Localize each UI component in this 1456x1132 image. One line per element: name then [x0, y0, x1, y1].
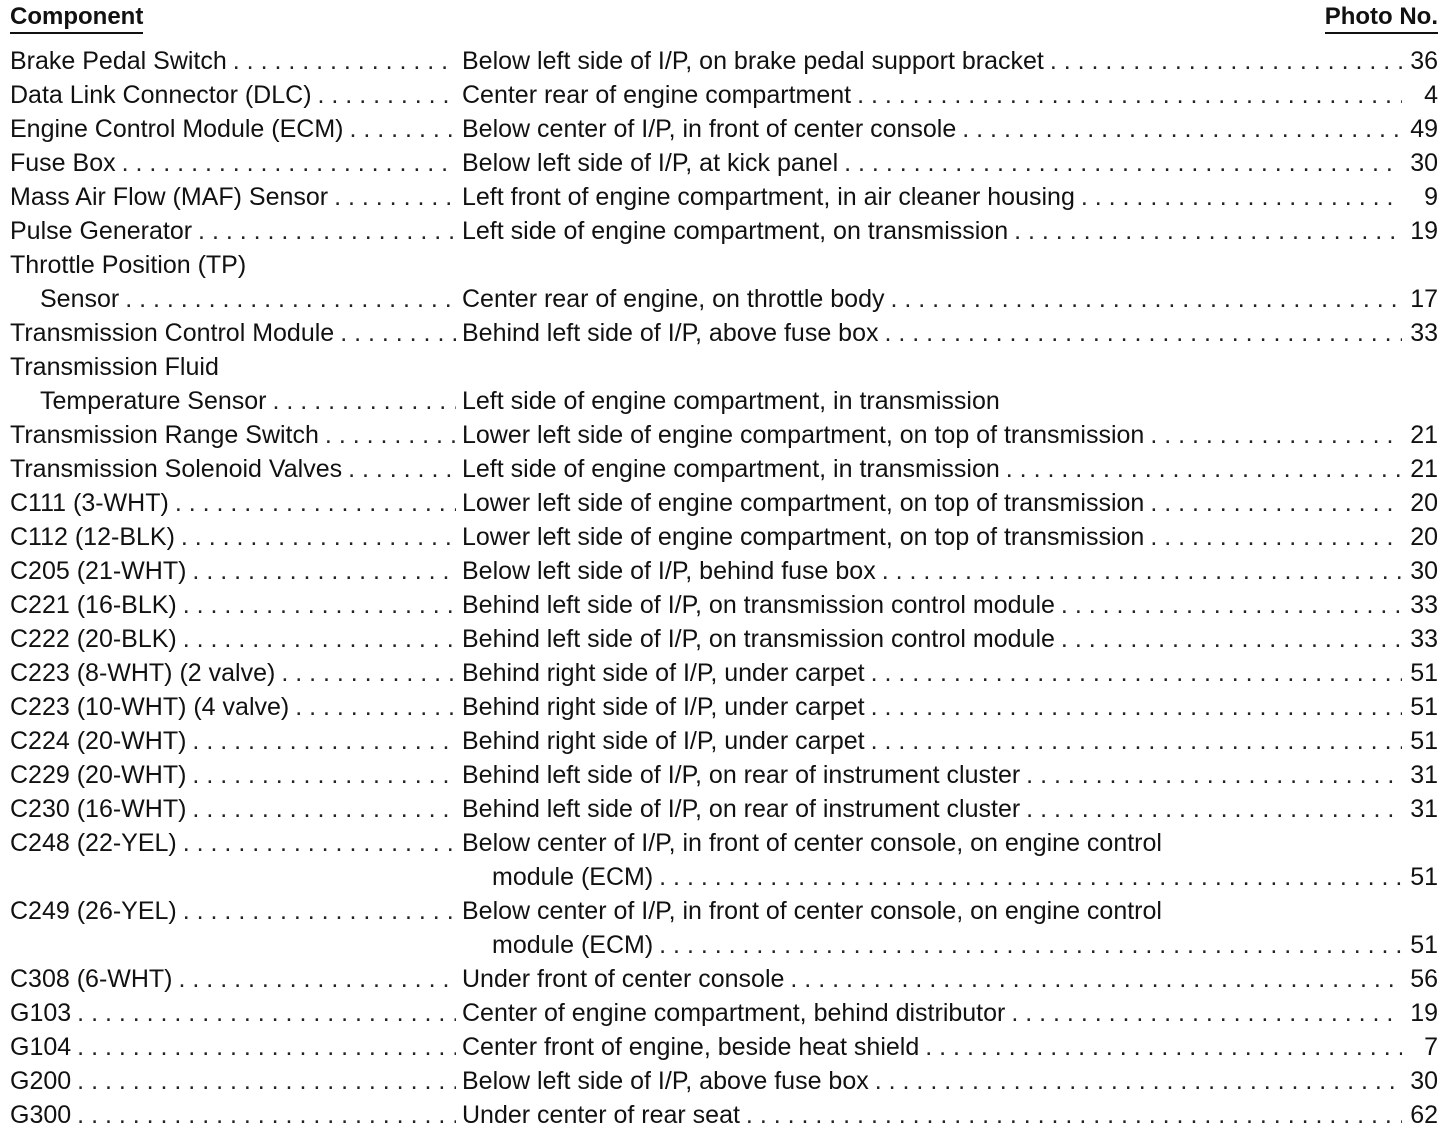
- location-text: Behind right side of I/P, under carpet: [462, 727, 865, 755]
- table-row-line: [10, 1064, 1438, 1098]
- location-text: Lower left side of engine compartment, on top of transmission: [462, 489, 1145, 517]
- component-cell: [10, 384, 462, 418]
- table-row-line: [10, 44, 1438, 78]
- table-row-line: [10, 962, 1438, 996]
- dot-leader: [1150, 486, 1402, 520]
- dot-leader: [844, 146, 1402, 180]
- table-row-line: [10, 452, 1438, 486]
- component-cell: [10, 350, 462, 384]
- component-name: Transmission Control Module: [10, 319, 335, 347]
- table-row-line: [10, 690, 1438, 724]
- dot-leader: [857, 78, 1402, 112]
- photo-number: 51: [1410, 693, 1438, 721]
- location-text: Below left side of I/P, above fuse box: [462, 1067, 869, 1095]
- dot-leader: [192, 792, 456, 826]
- table-row-line: [10, 996, 1438, 1030]
- component-name: C223 (10-WHT) (4 valve): [10, 693, 290, 721]
- photo-number: 51: [1410, 659, 1438, 687]
- dot-leader: [1061, 622, 1402, 656]
- dot-leader: [1050, 44, 1402, 78]
- location-text: Under front of center console: [462, 965, 785, 993]
- location-cell: [462, 384, 1438, 418]
- component-cell: [10, 146, 462, 180]
- photo-number: 33: [1410, 591, 1438, 619]
- dot-leader: [318, 78, 456, 112]
- component-location-table: [10, 44, 1438, 1132]
- location-text: Behind left side of I/P, on rear of instrument cluster: [462, 795, 1021, 823]
- location-text: Center front of engine, beside heat shield: [462, 1033, 920, 1061]
- table-row: [10, 248, 1438, 316]
- dot-leader: [1150, 418, 1402, 452]
- dot-leader: [77, 1064, 456, 1098]
- photo-number: 21: [1410, 421, 1438, 449]
- location-cell: [462, 214, 1438, 248]
- component-column-header: Component: [10, 2, 143, 34]
- location-text: Below left side of I/P, at kick panel: [462, 149, 839, 177]
- location-cell: [462, 724, 1438, 758]
- table-row: [10, 962, 1438, 996]
- component-name: C223 (8-WHT) (2 valve): [10, 659, 276, 687]
- location-cell: [462, 486, 1438, 520]
- location-cell: [462, 146, 1438, 180]
- table-row: [10, 520, 1438, 554]
- table-row: [10, 350, 1438, 418]
- component-cell: [10, 180, 462, 214]
- location-text: Center of engine compartment, behind distributor: [462, 999, 1006, 1027]
- photo-number: 30: [1410, 1067, 1438, 1095]
- component-cell: [10, 622, 462, 656]
- dot-leader: [334, 180, 456, 214]
- dot-leader: [875, 1064, 1402, 1098]
- photo-number: 33: [1410, 625, 1438, 653]
- location-cell: [462, 1030, 1438, 1064]
- location-text: Below left side of I/P, behind fuse box: [462, 557, 876, 585]
- dot-leader: [871, 690, 1402, 724]
- location-text: Under center of rear seat: [462, 1101, 740, 1129]
- location-cell: [462, 418, 1438, 452]
- component-cell: [10, 724, 462, 758]
- dot-leader: [183, 622, 456, 656]
- component-name: C249 (26-YEL): [10, 897, 177, 925]
- table-row: [10, 180, 1438, 214]
- location-text: Below center of I/P, in front of center console, on engine control: [462, 897, 1162, 925]
- photo-number: 9: [1424, 183, 1438, 211]
- location-text: Center rear of engine compartment: [462, 81, 852, 109]
- table-row-line: [10, 486, 1438, 520]
- table-row-line: [10, 860, 1438, 894]
- table-row: [10, 486, 1438, 520]
- component-name: Transmission Range Switch: [10, 421, 319, 449]
- component-name: C111 (3-WHT): [10, 489, 169, 517]
- table-row: [10, 1030, 1438, 1064]
- location-cell: [462, 860, 1438, 894]
- photo-number: 49: [1410, 115, 1438, 143]
- photo-number: 20: [1410, 489, 1438, 517]
- table-row-line: [10, 1098, 1438, 1132]
- component-name: Temperature Sensor: [40, 387, 267, 415]
- table-row-line: [10, 520, 1438, 554]
- dot-leader: [183, 826, 456, 860]
- component-name: C112 (12-BLK): [10, 523, 175, 551]
- table-row-line: [10, 146, 1438, 180]
- component-cell: [10, 78, 462, 112]
- dot-leader: [179, 962, 456, 996]
- location-cell: [462, 452, 1438, 486]
- location-cell: [462, 520, 1438, 554]
- table-row: [10, 146, 1438, 180]
- photo-number: 20: [1410, 523, 1438, 551]
- photo-number: 30: [1410, 557, 1438, 585]
- component-cell: [10, 282, 462, 316]
- component-name: Fuse Box: [10, 149, 116, 177]
- table-row-line: [10, 282, 1438, 316]
- table-row-line: [10, 928, 1438, 962]
- dot-leader: [746, 1098, 1402, 1132]
- photo-number: 33: [1410, 319, 1438, 347]
- table-row-line: [10, 112, 1438, 146]
- dot-leader: [1081, 180, 1402, 214]
- photo-number: 51: [1410, 931, 1438, 959]
- component-name: C221 (16-BLK): [10, 591, 177, 619]
- table-row-line: [10, 792, 1438, 826]
- table-row: [10, 690, 1438, 724]
- location-cell: [462, 656, 1438, 690]
- location-text: Behind left side of I/P, on transmission control module: [462, 591, 1055, 619]
- table-row: [10, 894, 1438, 962]
- table-row-line: [10, 248, 1438, 282]
- table-row: [10, 758, 1438, 792]
- dot-leader: [192, 554, 456, 588]
- dot-leader: [1061, 588, 1402, 622]
- table-row-line: [10, 894, 1438, 928]
- dot-leader: [175, 486, 456, 520]
- photo-number: 62: [1410, 1101, 1438, 1129]
- component-cell: [10, 1064, 462, 1098]
- dot-leader: [340, 316, 456, 350]
- table-row-line: [10, 180, 1438, 214]
- table-row: [10, 316, 1438, 350]
- table-row: [10, 1064, 1438, 1098]
- dot-leader: [871, 656, 1402, 690]
- photo-number: 7: [1424, 1033, 1438, 1061]
- table-row-line: [10, 214, 1438, 248]
- component-cell: [10, 962, 462, 996]
- component-name: Brake Pedal Switch: [10, 47, 227, 75]
- location-cell: [462, 588, 1438, 622]
- table-row-line: [10, 826, 1438, 860]
- photo-number-column-header: Photo No.: [1325, 2, 1438, 34]
- component-name: C222 (20-BLK): [10, 625, 177, 653]
- dot-leader: [885, 316, 1403, 350]
- table-row-line: [10, 78, 1438, 112]
- table-row: [10, 418, 1438, 452]
- location-text: Lower left side of engine compartment, on top of transmission: [462, 523, 1145, 551]
- component-name: C230 (16-WHT): [10, 795, 187, 823]
- component-name: Transmission Solenoid Valves: [10, 455, 343, 483]
- dot-leader: [349, 112, 456, 146]
- table-row: [10, 214, 1438, 248]
- table-row: [10, 1098, 1438, 1132]
- location-text: Behind right side of I/P, under carpet: [462, 693, 865, 721]
- location-cell: [462, 792, 1438, 826]
- location-cell: [462, 554, 1438, 588]
- table-row-line: [10, 1030, 1438, 1064]
- dot-leader: [125, 282, 456, 316]
- component-cell: [10, 112, 462, 146]
- location-cell: [462, 316, 1438, 350]
- photo-number: 17: [1410, 285, 1438, 313]
- location-cell: [462, 112, 1438, 146]
- table-row-line: [10, 758, 1438, 792]
- component-name: Pulse Generator: [10, 217, 193, 245]
- table-row-line: [10, 724, 1438, 758]
- table-row: [10, 554, 1438, 588]
- component-cell: [10, 758, 462, 792]
- location-cell: [462, 826, 1438, 860]
- table-row: [10, 724, 1438, 758]
- location-text: module (ECM): [492, 863, 654, 891]
- location-cell: [462, 78, 1438, 112]
- dot-leader: [1026, 792, 1402, 826]
- dot-leader: [183, 588, 456, 622]
- location-cell: [462, 44, 1438, 78]
- table-row-line: [10, 622, 1438, 656]
- dot-leader: [77, 996, 456, 1030]
- location-cell: [462, 928, 1438, 962]
- dot-leader: [233, 44, 456, 78]
- component-name: Data Link Connector (DLC): [10, 81, 312, 109]
- location-cell: [462, 1098, 1438, 1132]
- location-text: Below left side of I/P, on brake pedal support bracket: [462, 47, 1044, 75]
- dot-leader: [659, 860, 1402, 894]
- component-name: G200: [10, 1067, 72, 1095]
- photo-number: 31: [1410, 795, 1438, 823]
- dot-leader: [198, 214, 456, 248]
- dot-leader: [790, 962, 1402, 996]
- table-row: [10, 792, 1438, 826]
- table-row: [10, 588, 1438, 622]
- table-row: [10, 78, 1438, 112]
- component-name: G104: [10, 1033, 72, 1061]
- dot-leader: [77, 1098, 456, 1132]
- location-text: Below center of I/P, in front of center console, on engine control: [462, 829, 1162, 857]
- location-cell: [462, 622, 1438, 656]
- location-text: Left side of engine compartment, on transmission: [462, 217, 1009, 245]
- location-text: Behind left side of I/P, on transmission control module: [462, 625, 1055, 653]
- dot-leader: [295, 690, 456, 724]
- component-cell: [10, 1098, 462, 1132]
- table-row-line: [10, 350, 1438, 384]
- component-cell: [10, 656, 462, 690]
- dot-leader: [122, 146, 456, 180]
- table-row-line: [10, 316, 1438, 350]
- component-name: Throttle Position (TP): [10, 251, 247, 279]
- component-cell: [10, 418, 462, 452]
- component-cell: [10, 996, 462, 1030]
- dot-leader: [1150, 520, 1402, 554]
- dot-leader: [181, 520, 456, 554]
- component-name: G300: [10, 1101, 72, 1129]
- component-cell: [10, 316, 462, 350]
- table-row: [10, 112, 1438, 146]
- dot-leader: [962, 112, 1402, 146]
- location-text: Lower left side of engine compartment, on top of transmission: [462, 421, 1145, 449]
- location-cell: [462, 894, 1438, 928]
- location-text: Center rear of engine, on throttle body: [462, 285, 885, 313]
- component-name: Engine Control Module (ECM): [10, 115, 344, 143]
- location-text: Left front of engine compartment, in air cleaner housing: [462, 183, 1075, 211]
- component-cell: [10, 214, 462, 248]
- component-cell: [10, 1030, 462, 1064]
- component-cell: [10, 520, 462, 554]
- photo-number: 56: [1410, 965, 1438, 993]
- dot-leader: [891, 282, 1403, 316]
- dot-leader: [1026, 758, 1402, 792]
- component-name: G103: [10, 999, 72, 1027]
- location-cell: [462, 962, 1438, 996]
- component-cell: [10, 452, 462, 486]
- dot-leader: [871, 724, 1402, 758]
- component-cell: [10, 588, 462, 622]
- location-cell: [462, 1064, 1438, 1098]
- location-cell: [462, 690, 1438, 724]
- location-text: Left side of engine compartment, in transmission: [462, 387, 1000, 415]
- table-row: [10, 996, 1438, 1030]
- location-cell: [462, 180, 1438, 214]
- component-name: Transmission Fluid: [10, 353, 219, 381]
- location-text: Behind left side of I/P, above fuse box: [462, 319, 879, 347]
- location-cell: [462, 996, 1438, 1030]
- component-name: C248 (22-YEL): [10, 829, 177, 857]
- dot-leader: [192, 758, 456, 792]
- photo-number: 31: [1410, 761, 1438, 789]
- dot-leader: [281, 656, 456, 690]
- table-row-line: [10, 588, 1438, 622]
- photo-number: 4: [1424, 81, 1438, 109]
- photo-number: 51: [1410, 863, 1438, 891]
- dot-leader: [659, 928, 1402, 962]
- table-row: [10, 452, 1438, 486]
- dot-leader: [273, 384, 456, 418]
- dot-leader: [1006, 452, 1402, 486]
- location-text: module (ECM): [492, 931, 654, 959]
- component-name: C229 (20-WHT): [10, 761, 187, 789]
- table-row: [10, 656, 1438, 690]
- table-header: [10, 2, 1438, 36]
- component-name: C205 (21-WHT): [10, 557, 187, 585]
- location-text: Behind left side of I/P, on rear of instrument cluster: [462, 761, 1021, 789]
- component-cell: [10, 248, 462, 282]
- photo-number: 30: [1410, 149, 1438, 177]
- dot-leader: [1014, 214, 1402, 248]
- location-cell: [462, 758, 1438, 792]
- dot-leader: [183, 894, 456, 928]
- dot-leader: [925, 1030, 1402, 1064]
- table-row-line: [10, 554, 1438, 588]
- component-name: C308 (6-WHT): [10, 965, 173, 993]
- component-cell: [10, 826, 462, 860]
- table-row-line: [10, 384, 1438, 418]
- dot-leader: [882, 554, 1402, 588]
- location-text: Behind right side of I/P, under carpet: [462, 659, 865, 687]
- location-text: Left side of engine compartment, in transmission: [462, 455, 1000, 483]
- dot-leader: [192, 724, 456, 758]
- photo-number: 21: [1410, 455, 1438, 483]
- table-row: [10, 622, 1438, 656]
- dot-leader: [1011, 996, 1402, 1030]
- component-cell: [10, 554, 462, 588]
- component-cell: [10, 894, 462, 928]
- component-cell: [10, 792, 462, 826]
- component-name: Sensor: [40, 285, 120, 313]
- component-cell: [10, 486, 462, 520]
- location-cell: [462, 282, 1438, 316]
- photo-number: 19: [1410, 217, 1438, 245]
- component-cell: [10, 44, 462, 78]
- component-cell: [10, 690, 462, 724]
- table-row: [10, 826, 1438, 894]
- component-name: Mass Air Flow (MAF) Sensor: [10, 183, 329, 211]
- location-text: Below center of I/P, in front of center console: [462, 115, 957, 143]
- photo-number: 36: [1410, 47, 1438, 75]
- table-row: [10, 44, 1438, 78]
- table-row-line: [10, 418, 1438, 452]
- photo-number: 19: [1410, 999, 1438, 1027]
- dot-leader: [325, 418, 456, 452]
- component-name: C224 (20-WHT): [10, 727, 187, 755]
- dot-leader: [77, 1030, 456, 1064]
- table-row-line: [10, 656, 1438, 690]
- dot-leader: [348, 452, 456, 486]
- photo-number: 51: [1410, 727, 1438, 755]
